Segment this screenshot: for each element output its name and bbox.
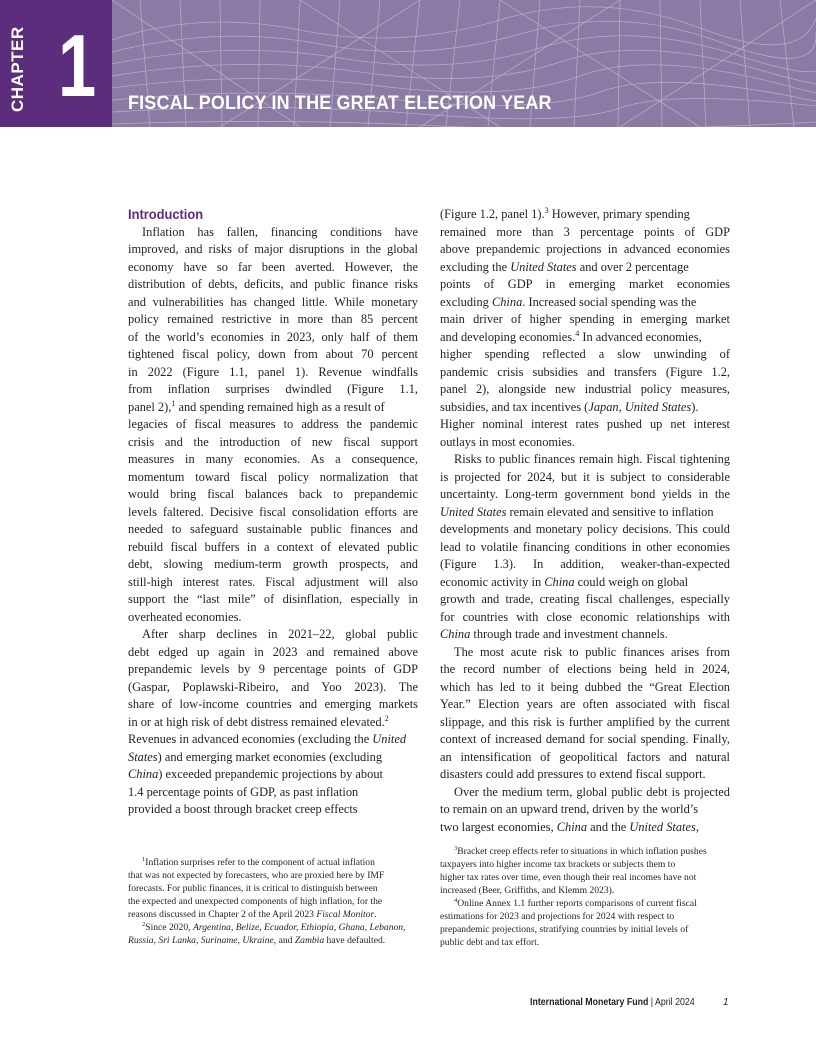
paragraph-line: Over the medium term, global public debt is projected <box>454 784 730 799</box>
paragraph-line: debt, slowing medium-term growth prospects, and <box>128 557 418 571</box>
paragraph-line: an intensification of geopolitical factors and natural <box>440 749 730 764</box>
paragraph-line: panel 2), alongside new industrial policy measures, <box>440 382 730 396</box>
paragraph-line: uncertainty. Long-term government bond yields in the <box>440 487 730 501</box>
paragraph-line: provided a boost through bracket creep effects <box>128 802 358 816</box>
paragraph-line: from inflation surprises dwindled (Figure 1.1, <box>128 382 418 396</box>
paragraph-line: in 2022 (Figure 1.1, panel 1). Revenue windfalls <box>128 364 418 379</box>
paragraph-line: points of GDP in emerging market economies <box>440 277 730 291</box>
footnote-number: 1 <box>142 855 146 863</box>
right-column <box>440 206 730 836</box>
paragraph-line: support the “last mile” of disinflation, especially in <box>128 592 418 606</box>
footnote-line: public debt and tax effort. <box>440 937 540 948</box>
paragraph-line: share of low-income countries and emerging markets <box>128 697 418 711</box>
footnote-mark[interactable]: 1 <box>171 398 176 408</box>
paragraph-line: distribution of debts, deficits, and public finance risks <box>128 277 418 291</box>
paragraph-line: (Figure 1.2, panel 1).$^3$ However, primary spending <box>440 205 690 221</box>
paragraph-line: for countries with close economic relationships with <box>440 609 730 624</box>
paragraph-line: panel 2),$^1$ and spending remained high as a result of <box>128 398 385 414</box>
page-footer <box>530 997 695 1008</box>
footnote-line: $^3$Bracket creep effects refer to situations in which inflation pushes <box>454 844 707 857</box>
footnote-line: higher tax rates over time, even though their real incomes have not <box>440 872 697 883</box>
paragraph-line: subsidies, and tax incentives (Japan, United States). <box>440 399 699 414</box>
paragraph-line: China) exceeded prepandemic projections by about <box>128 767 383 781</box>
paragraph-line: economy have so far been averted. However, the <box>128 259 418 274</box>
paragraph-line: policy remained restrictive in more than 85 percent <box>128 312 418 326</box>
paragraph-line: (Figure 1.3). In addition, weaker-than-expected <box>440 557 730 571</box>
footer-organization: International Monetary Fund <box>530 997 649 1008</box>
paragraph-line: Risks to public finances remain high. Fiscal tightening <box>454 452 730 466</box>
footnote-line: $^4$Online Annex 1.1 further reports comparisons of current fiscal <box>454 896 697 909</box>
paragraph-line: main driver of higher spending in emerging market <box>440 312 730 326</box>
paragraph-line: pandemic crisis subsidies and transfers (Figure 1.2, <box>440 364 730 379</box>
footnote-number: 2 <box>142 920 146 928</box>
paragraph-line: two largest economies, China and the United States, <box>440 819 699 834</box>
paragraph-line: After sharp declines in 2021–22, global public <box>142 627 418 641</box>
paragraph-line: context of increased demand for social spending. Finally, <box>440 732 730 746</box>
footnotes-right <box>440 845 730 949</box>
paragraph-line: still-high interest rates. Fiscal adjustment will also <box>128 574 418 589</box>
footer-separator: | <box>648 997 656 1008</box>
paragraph-line: to remain on an upward trend, driven by the world’s <box>440 802 699 816</box>
paragraph-line: growth and trade, creating fiscal challenges, especially <box>440 592 730 606</box>
paragraph-line: higher spending reflected a slow unwinding of <box>440 347 730 361</box>
paragraph-line: 1.4 percentage points of GDP, as past inflation <box>128 784 359 799</box>
paragraph-line: developments and monetary policy decisions. This could <box>440 522 730 536</box>
footer-date: April 2024 <box>655 997 695 1008</box>
footnote-number: 4 <box>454 896 458 904</box>
paragraph-line: above prepandemic projections in advanced economies <box>440 242 730 256</box>
paragraph-line: United States remain elevated and sensitive to inflation <box>440 504 714 519</box>
paragraph-line: excluding the United States and over 2 percentage <box>440 259 689 274</box>
paragraph-line: Revenues in advanced economies (excluding the United <box>128 732 407 746</box>
chapter-number-box <box>0 0 112 127</box>
paragraph-line: Inflation has fallen, financing conditions have <box>142 224 418 239</box>
paragraph-line: crisis and the introduction of new fiscal support <box>128 434 418 449</box>
paragraph-line: (Gaspar, Poplawski-Ribeiro, and Yoo 2023). The <box>128 679 418 694</box>
chapter-number: 1 <box>58 16 97 115</box>
paragraph-line: The most acute risk to public finances arises from <box>454 644 730 659</box>
paragraph-line: in or at high risk of debt distress remained elevated.$^2$ <box>128 713 389 729</box>
paragraph-line: prepandemic levels by 9 percentage points of GDP <box>128 662 418 676</box>
paragraph-line: would bring fiscal balances back to prepandemic <box>128 487 418 501</box>
paragraph-line: needed to safeguard sustainable public finances and <box>128 522 418 536</box>
paragraph-line: remained more than 3 percentage points of GDP <box>440 224 730 239</box>
footnote-line: the expected and unexpected components of high inflation, for the <box>128 896 383 907</box>
paragraph-line: is projected for 2024, but it is subject to considerable <box>440 469 730 484</box>
footnote-line: reasons discussed in Chapter 2 of the April 2023 Fiscal Monitor. <box>128 909 377 920</box>
chapter-title: FISCAL POLICY IN THE GREAT ELECTION YEAR <box>128 92 552 114</box>
footnote-line: Russia, Sri Lanka, Suriname, Ukraine, and Zambia have defaulted. <box>128 935 386 946</box>
paragraph-line: momentum toward fiscal policy normalization that <box>128 469 418 484</box>
footnote-number: 3 <box>454 844 458 852</box>
paragraph-line: levels faltered. Decisive fiscal consolidation efforts are <box>128 504 418 519</box>
paragraph-line: slippage, and this risk is further amplified by the current <box>440 714 730 729</box>
paragraph-line: improved, and risks of major disruptions in the global <box>128 242 418 256</box>
paragraph-line: which has led to it being dubbed the “Great Election <box>440 679 730 694</box>
footnote-mark[interactable]: 3 <box>544 205 549 215</box>
paragraph-line: debt edged up again in 2023 and remained above <box>128 644 418 659</box>
chapter-label: CHAPTER <box>8 26 27 112</box>
paragraph-line: rebuild fiscal buffers in a context of elevated public <box>128 539 418 554</box>
footnote-mark[interactable]: 2 <box>384 713 389 723</box>
chapter-banner <box>0 0 816 127</box>
footnotes-left <box>128 856 418 947</box>
paragraph-line: the record number of elections being held in 2024, <box>440 662 730 676</box>
paragraph-line: Higher nominal interest rates pushed up net interest <box>440 417 730 431</box>
footnote-line: forecasts. For public finances, it is critical to distinguish between <box>128 883 378 894</box>
footnote-line: $^2$Since 2020, Argentina, Belize, Ecuador, Ethiopia, Ghana, Lebanon, <box>142 920 406 933</box>
paragraph-line: China through trade and investment channels. <box>440 627 668 641</box>
paragraph-line: economic activity in China could weigh on global <box>440 574 689 589</box>
footnote-line: estimations for 2023 and projections for 2024 with respect to <box>440 911 675 922</box>
footnote-line: prepandemic projections, stratifying countries by initial levels of <box>440 924 689 935</box>
page-number: 1 <box>723 997 729 1008</box>
paragraph-line: outlays in most economies. <box>440 434 575 449</box>
paragraph-line: tightened fiscal policy, down from about 70 percent <box>128 347 418 361</box>
paragraph-line: measures in many economies. As a consequence, <box>128 452 418 466</box>
paragraph-line: and developing economies.$^4$ In advanced economies, <box>440 328 702 344</box>
footnote-line: $^1$Inflation surprises refer to the component of actual inflation <box>142 855 375 868</box>
left-column <box>128 206 418 819</box>
paragraph-line: Year.” Election years are often associated with fiscal <box>440 697 730 711</box>
paragraph-line: legacies of fiscal measures to address the pandemic <box>128 417 418 431</box>
footnote-line: that was not expected by forecasters, who are proxied here by IMF <box>128 870 385 881</box>
paragraph-line: of the world’s economies in 2023, only half of them <box>128 329 418 344</box>
footnote-mark[interactable]: 4 <box>575 328 580 338</box>
paragraph-line: overheated economies. <box>128 609 242 624</box>
paragraph-line: lead to volatile financing conditions in other economies <box>440 539 730 554</box>
paragraph-line: and vulnerabilities has changed little. While monetary <box>128 294 418 309</box>
paragraph-line: excluding China. Increased social spending was the <box>440 294 697 309</box>
section-heading: Introduction <box>128 206 204 222</box>
footnote-line: taxpayers into higher income tax brackets or subjects them to <box>440 859 676 870</box>
paragraph-line: disasters could add pressures to extend fiscal support. <box>440 767 706 781</box>
footnote-line: increased (Beer, Griffiths, and Klemm 2023). <box>440 885 615 896</box>
paragraph-line: States) and emerging market economies (excluding <box>128 749 383 764</box>
